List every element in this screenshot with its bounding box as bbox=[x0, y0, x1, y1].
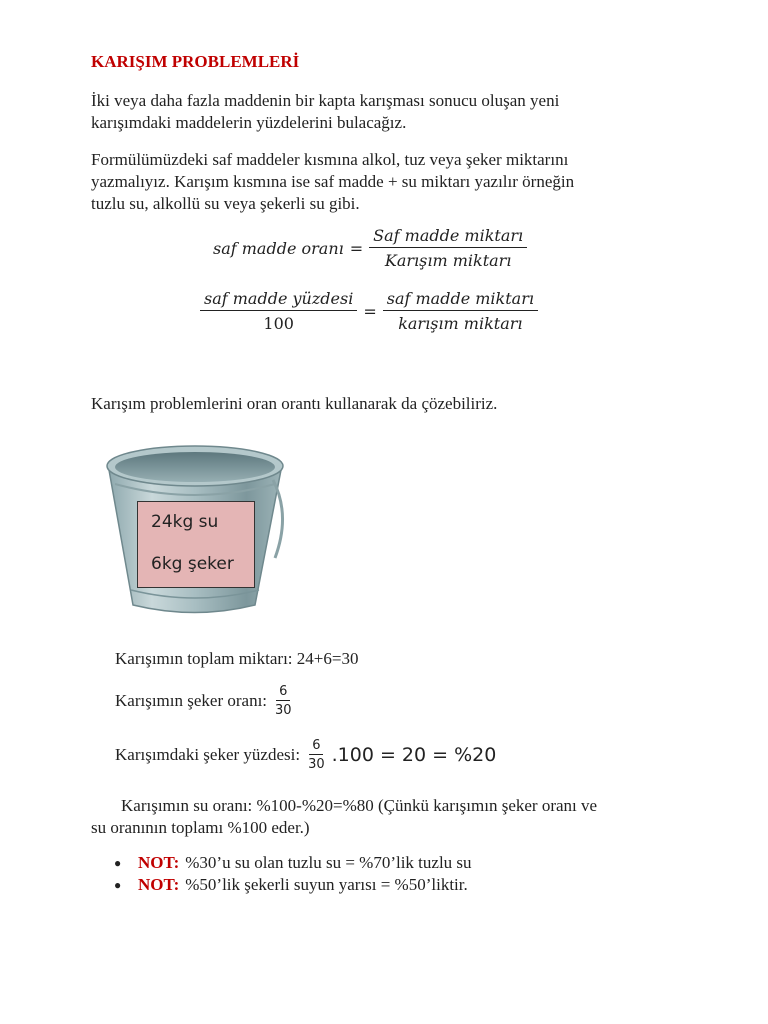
sugar-amount-label: 6kg şeker bbox=[151, 554, 234, 574]
formula-paragraph: Formülümüzdeki saf maddeler kısmına alkol, tuz veya şeker miktarını yazmalıyız. Karışım kısmına ise saf madde + su miktarı yazılır örneğin tuzlu su, alkollü su veya şekerli su gibi. bbox=[91, 150, 575, 213]
sugar-ratio-line: Karışımın şeker oranı: $\frac{6}{30}$ bbox=[115, 684, 295, 718]
list-item: ● NOT: %30’u su olan tuzlu su = %70’lik tuzlu su bbox=[114, 853, 472, 872]
list-item: ● NOT: %50’lik şekerli suyun yarısı = %50’liktir. bbox=[114, 875, 468, 894]
sugar-percentage-fraction: $\frac{6}{30}$ bbox=[308, 738, 325, 772]
notes-list bbox=[114, 852, 472, 896]
sugar-ratio-fraction: $\frac{6}{30}$ bbox=[275, 684, 292, 718]
sugar-percentage-line: Karışımdaki şeker yüzdesi: $\frac{6}{30}$ .100 = 20 = %20 bbox=[115, 738, 497, 772]
bucket-label-box bbox=[137, 501, 255, 588]
total-amount-text: Karışımın toplam miktarı: 24+6=30 bbox=[115, 649, 359, 668]
ratio-paragraph: Karışım problemlerini oran orantı kullanarak da çözebiliriz. bbox=[91, 394, 498, 413]
percentage-left-fraction: $\frac{\text{saf madde yüzdesi}}{100}$ bbox=[200, 289, 357, 333]
ratio-fraction: $\frac{\text{Saf madde miktarı}}{\text{Karışım miktarı}}$ bbox=[369, 226, 527, 270]
page-title: KARIŞIM PROBLEMLERİ bbox=[91, 52, 300, 71]
formula-ratio: saf madde oranı = $\frac{\text{Saf madde miktarı}}{\text{Karışım miktarı}}$ bbox=[213, 226, 527, 270]
bullet-icon: ● bbox=[114, 878, 122, 892]
bullet-icon: ● bbox=[114, 856, 122, 870]
intro-paragraph: İki veya daha fazla maddenin bir kapta karışması sonucu oluşan yeni karışımdaki maddelerin yüzdelerini bulacağız. bbox=[91, 91, 560, 132]
formula-percentage: $\frac{\text{saf madde yüzdesi}}{100}$ = $\frac{\text{saf madde miktarı}}{\text{karışım miktarı}}$ bbox=[200, 289, 538, 333]
water-ratio-paragraph: Karışımın su oranı: %100-%20=%80 (Çünkü karışımın şeker oranı ve su oranının toplamı %100 eder.) bbox=[91, 796, 598, 837]
water-amount-label: 24kg su bbox=[151, 512, 219, 532]
percentage-right-fraction: $\frac{\text{saf madde miktarı}}{\text{karışım miktarı}}$ bbox=[383, 289, 538, 333]
